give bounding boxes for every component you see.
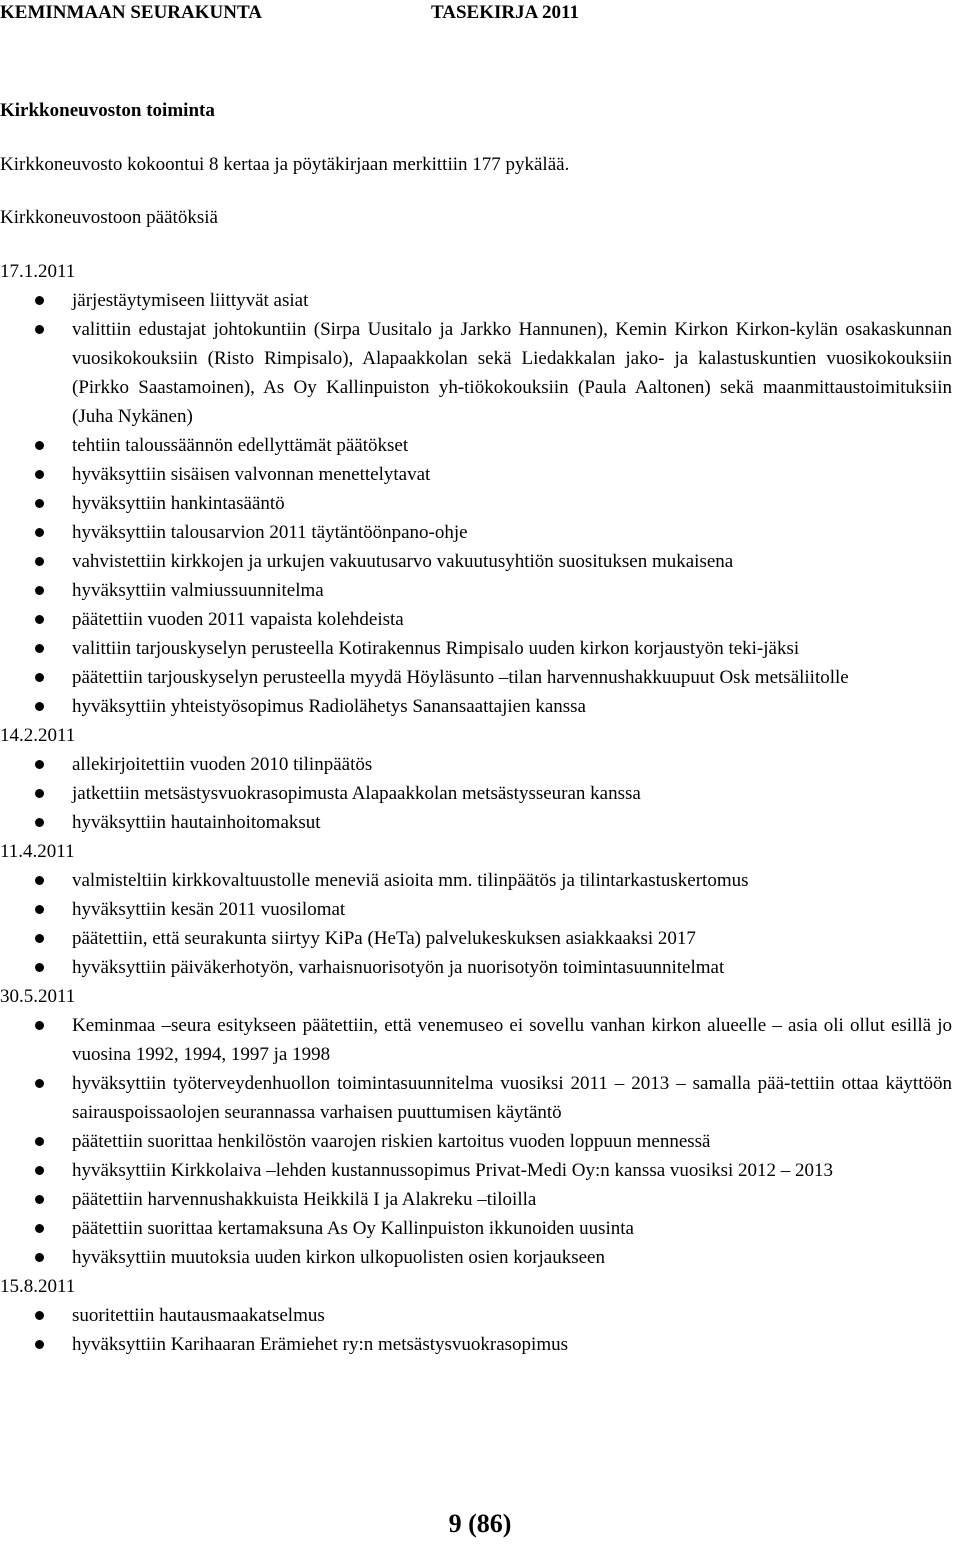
decision-text: vahvistettiin kirkkojen ja urkujen vakuutusarvo vakuutusyhtiön suosituksen mukaisena (72, 551, 734, 572)
section-title: Kirkkoneuvoston toiminta (0, 100, 215, 121)
decision-text: tehtiin taloussäännön edellyttämät päätökset (72, 435, 409, 456)
decision-text: hyväksyttiin Kirkkolaiva –lehden kustannussopimus Privat-Medi Oy:n kanssa vuosiksi 2012 – 2013 (72, 1160, 834, 1181)
decision-text: Keminmaa –seura esitykseen päätettiin, että venemuseo ei sovellu vanhan kirkon alueelle – asia oli ollut esillä jo vuosina 1992, 1994, 1997 ja 1998 (72, 1015, 952, 1065)
decision-list (0, 1011, 952, 1272)
decision-text: jatkettiin metsästysvuokrasopimusta Alapaakkolan metsästysseuran kanssa (72, 783, 641, 804)
decision-text: valittiin edustajat johtokuntiin (Sirpa Uusitalo ja Jarkko Hannunen), Kemin Kirkon Kirkon-kylän osakaskunnan vuosikokouksiin (Risto Rimpisalo), Alapaakkolan sekä Liedakkalan jako- ja kalastuskuntien vuosikokouksiin (Pirkko Saastamoinen), As Oy Kallinpuiston yh-tiökokouksiin (Paula Aaltonen) sekä maanmittaustoimituksiin (Juha Nykänen) (72, 319, 952, 427)
decision-item (0, 518, 952, 547)
meetings-list (0, 257, 952, 1359)
bullet-icon (35, 789, 44, 798)
bullet-icon (35, 441, 44, 450)
bullet-icon (35, 1340, 44, 1349)
bullet-icon (35, 905, 44, 914)
bullet-icon (35, 557, 44, 566)
decision-item (0, 1127, 952, 1156)
decision-item (0, 634, 952, 663)
header-organization: KEMINMAAN SEURAKUNTA (0, 2, 262, 23)
bullet-icon (35, 470, 44, 479)
decisions-subheading: Kirkkoneuvostoon päätöksiä (0, 207, 218, 228)
decision-text: hyväksyttiin hautainhoitomaksut (72, 812, 321, 833)
decision-text: päätettiin suorittaa henkilöstön vaarojen riskien kartoitus vuoden loppuun mennessä (72, 1131, 711, 1152)
intro-paragraph: Kirkkoneuvosto kokoontui 8 kertaa ja pöytäkirjaan merkittiin 177 pykälää. (0, 154, 570, 175)
decision-item (0, 547, 952, 576)
bullet-icon (35, 1224, 44, 1233)
decision-item (0, 1011, 952, 1069)
meeting-block (0, 721, 952, 837)
decision-item (0, 1330, 952, 1359)
decision-list (0, 1301, 952, 1359)
header-document-title: TASEKIRJA 2011 (431, 2, 579, 23)
bullet-icon (35, 1195, 44, 1204)
decision-text: päätettiin suorittaa kertamaksuna As Oy Kallinpuiston ikkunoiden uusinta (72, 1218, 634, 1239)
bullet-icon (35, 644, 44, 653)
bullet-icon (35, 963, 44, 972)
decision-item (0, 460, 952, 489)
bullet-icon (35, 760, 44, 769)
decision-text: järjestäytymiseen liittyvät asiat (72, 290, 309, 311)
bullet-icon (35, 1166, 44, 1175)
bullet-icon (35, 702, 44, 711)
decision-item (0, 895, 952, 924)
meeting-date: 14.2.2011 (0, 725, 76, 746)
decision-item (0, 924, 952, 953)
decision-item (0, 808, 952, 837)
decision-item (0, 315, 952, 431)
meeting-date: 30.5.2011 (0, 986, 76, 1007)
decision-list (0, 866, 952, 982)
decision-text: hyväksyttiin kesän 2011 vuosilomat (72, 899, 346, 920)
decision-item (0, 1243, 952, 1272)
bullet-icon (35, 586, 44, 595)
page-number: 9 (86) (448, 1509, 512, 1538)
decision-text: valmisteltiin kirkkovaltuustolle meneviä asioita mm. tilinpäätös ja tilintarkastuskertomus (72, 870, 749, 891)
decision-item (0, 431, 952, 460)
decision-text: päätettiin harvennushakkuista Heikkilä I ja Alakreku –tiloilla (72, 1189, 537, 1210)
meeting-date: 17.1.2011 (0, 261, 76, 282)
decision-text: päätettiin tarjouskyselyn perusteella myydä Höyläsunto –tilan harvennushakkuupuut Osk metsäliitolle (72, 667, 849, 688)
decision-text: päätettiin, että seurakunta siirtyy KiPa (HeTa) palvelukeskuksen asiakkaaksi 2017 (72, 928, 696, 949)
bullet-icon (35, 1079, 44, 1088)
decision-item (0, 663, 952, 692)
meeting-block (0, 1272, 952, 1359)
bullet-icon (35, 499, 44, 508)
bullet-icon (35, 1253, 44, 1262)
decision-item (0, 953, 952, 982)
decision-item (0, 1156, 952, 1185)
decision-text: hyväksyttiin sisäisen valvonnan menettelytavat (72, 464, 431, 485)
decision-item (0, 286, 952, 315)
decision-item (0, 1301, 952, 1330)
decision-item (0, 1069, 952, 1127)
decision-item (0, 1185, 952, 1214)
decision-text: hyväksyttiin muutoksia uuden kirkon ulkopuolisten osien korjaukseen (72, 1247, 605, 1268)
meeting-block (0, 837, 952, 982)
decision-text: hyväksyttiin hankintasääntö (72, 493, 285, 514)
decision-item (0, 605, 952, 634)
decision-list (0, 286, 952, 721)
decision-item (0, 750, 952, 779)
decision-list (0, 750, 952, 837)
bullet-icon (35, 1137, 44, 1146)
decision-item (0, 489, 952, 518)
bullet-icon (35, 1021, 44, 1030)
decision-item (0, 866, 952, 895)
decision-item (0, 779, 952, 808)
bullet-icon (35, 615, 44, 624)
meeting-date: 15.8.2011 (0, 1276, 76, 1297)
decision-text: suoritettiin hautausmaakatselmus (72, 1305, 325, 1326)
meeting-block (0, 257, 952, 721)
decision-text: hyväksyttiin Karihaaran Erämiehet ry:n metsästysvuokrasopimus (72, 1334, 568, 1355)
decision-text: valittiin tarjouskyselyn perusteella Kotirakennus Rimpisalo uuden kirkon korjaustyön teki-jäksi (72, 638, 800, 659)
bullet-icon (35, 296, 44, 305)
bullet-icon (35, 673, 44, 682)
decision-text: hyväksyttiin valmiussuunnitelma (72, 580, 324, 601)
decision-text: allekirjoitettiin vuoden 2010 tilinpäätös (72, 754, 373, 775)
bullet-icon (35, 934, 44, 943)
bullet-icon (35, 325, 44, 334)
bullet-icon (35, 876, 44, 885)
meeting-block (0, 982, 952, 1272)
decision-text: päätettiin vuoden 2011 vapaista kolehdeista (72, 609, 404, 630)
decision-text: hyväksyttiin työterveydenhuollon toimintasuunnitelma vuosiksi 2011 – 2013 – samalla pää-tettiin ottaa käyttöön sairauspoissaolojen seurannassa varhaisen puuttumisen käytäntö (72, 1073, 952, 1123)
decision-text: hyväksyttiin yhteistyösopimus Radiolähetys Sanansaattajien kanssa (72, 696, 586, 717)
bullet-icon (35, 818, 44, 827)
bullet-icon (35, 528, 44, 537)
decision-text: hyväksyttiin päiväkerhotyön, varhaisnuorisotyön ja nuorisotyön toimintasuunnitelmat (72, 957, 725, 978)
decision-item (0, 1214, 952, 1243)
decision-text: hyväksyttiin talousarvion 2011 täytäntöönpano-ohje (72, 522, 468, 543)
decision-item (0, 576, 952, 605)
bullet-icon (35, 1311, 44, 1320)
decision-item (0, 692, 952, 721)
meeting-date: 11.4.2011 (0, 841, 75, 862)
